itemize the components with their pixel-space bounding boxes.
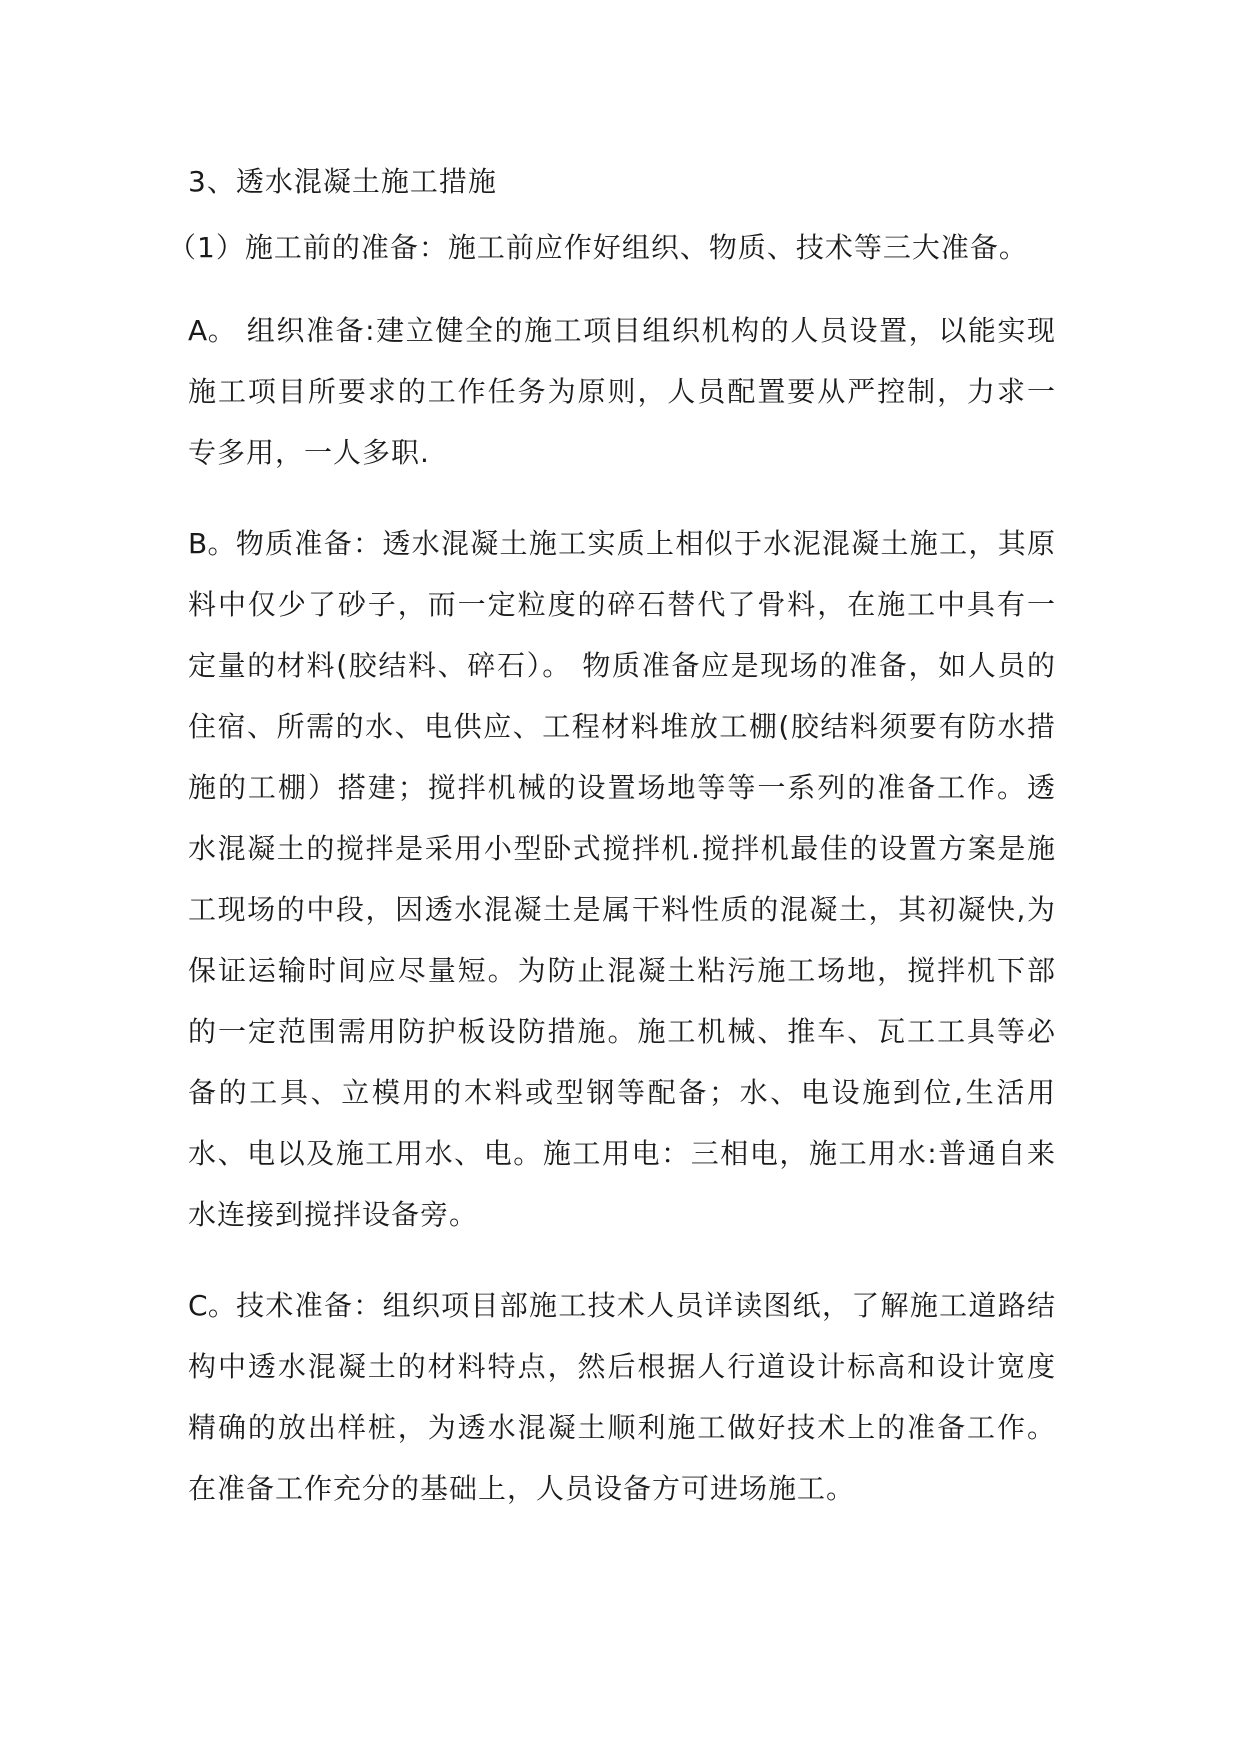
section-title: 3、透水混凝土施工措施 [188, 165, 497, 198]
paragraph-organization [188, 300, 1056, 483]
paragraph-marker: C。 [188, 1289, 237, 1322]
paragraph-marker: A。 [188, 314, 237, 347]
paragraph-text: 物质准备：透水混凝土施工实质上相似于水泥混凝土施工，其原料中仅少了砂子，而一定粒度的碎石替代了骨料，在施工中具有一定量的材料(胶结料、碎石）。 物质准备应是现场的准备，如人员的住宿、所需的水、电供应、工程材料堆放工棚(胶结料须要有防水措施的工棚）搭建；搅拌机械的设置场地等等一系列的准备工作。透水混凝土的搅拌是采用小型卧式搅拌机.搅拌机最佳的设置方案是施工现场的中段，因透水混凝土是属干料性质的混凝土，其初凝快,为保证运输时间应尽量短。为防止混凝土粘污施工场地，搅拌机下部的一定范围需用防护板设防措施。施工机械、推车、瓦工工具等必备的工具、立模用的木料或型钢等配备；水、电设施到位,生活用水、电以及施工用水、电。施工用电：三相电，施工用水:普通自来水连接到搅拌设备旁。 [188, 527, 1056, 1231]
paragraph-marker: B。 [188, 527, 236, 560]
paragraph-text: 组织准备:建立健全的施工项目组织机构的人员设置，以能实现施工项目所要求的工作任务为原则，人员配置要从严控制，力求一专多用，一人多职. [188, 314, 1056, 469]
paragraph-materials [188, 513, 1056, 1245]
intro-paragraph: （1）施工前的准备：施工前应作好组织、物质、技术等三大准备。 [168, 231, 1028, 264]
paragraph-text: 技术准备：组织项目部施工技术人员详读图纸，了解施工道路结构中透水混凝土的材料特点，然后根据人行道设计标高和设计宽度精确的放出样桩，为透水混凝土顺利施工做好技术上的准备工作。在准备工作充分的基础上，人员设备方可进场施工。 [188, 1289, 1056, 1505]
document-body [168, 160, 1056, 1549]
paragraph-technical [188, 1275, 1056, 1519]
